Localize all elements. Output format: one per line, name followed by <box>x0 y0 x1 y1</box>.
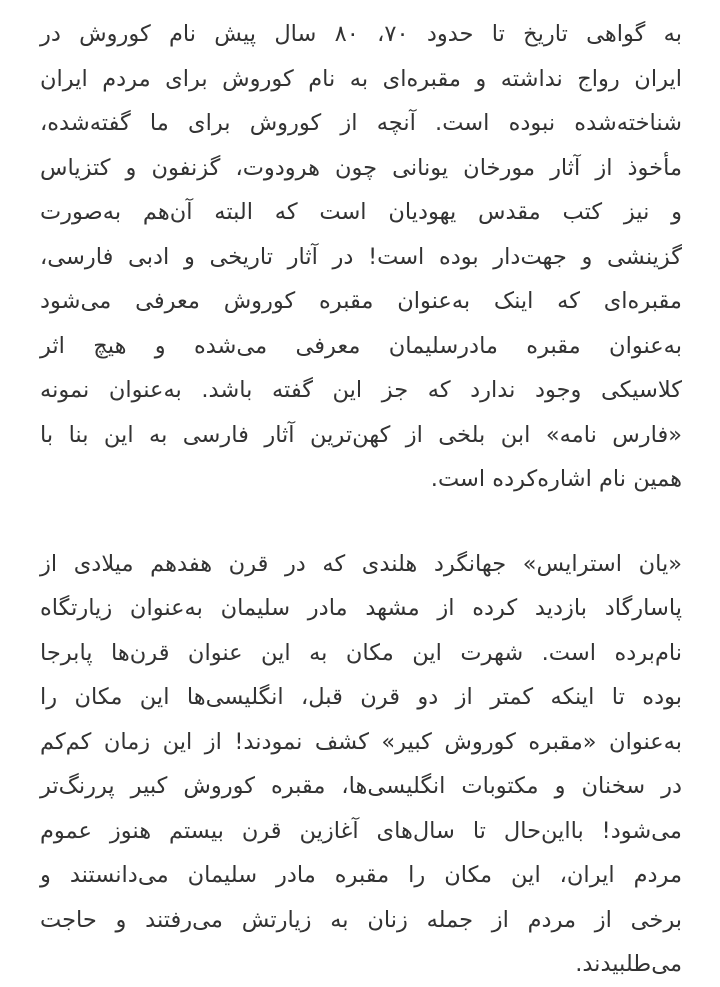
paragraph-line: کلاسیکی وجود ندارد که جز این گفته باشد. به‌عنوان نمونه <box>40 377 682 403</box>
paragraph-line: پاسارگاد بازدید کرده از مشهد مادر سلیمان به‌عنوان زیارتگاه <box>40 595 682 621</box>
paragraph-line: نام‌برده است. شهرت این مکان به این عنوان قرن‌ها پابرجا <box>40 639 682 666</box>
paragraph-line: مقبره‌ای که اینک به‌عنوان مقبره کوروش معرفی می‌شود <box>40 288 682 314</box>
paragraph-line: و نیز کتب مقدس یهودیان است که البته آن‌هم به‌صورت <box>40 199 682 225</box>
paragraph-1 <box>40 12 682 502</box>
paragraph-line: بوده تا اینکه کمتر از دو قرن قبل، انگلیسی‌ها این مکان را <box>40 684 682 710</box>
paragraph-line: شناخته‌شده نبوده است. آنچه از کوروش برای ما گفته‌شده، <box>40 110 682 136</box>
paragraph-line: در سخنان و مکتوبات انگلیسی‌ها، مقبره کوروش کبیر پررنگ‌تر <box>40 773 682 799</box>
paragraph-line: ایران رواج نداشته و مقبره‌ای به نام کوروش برای مردم ایران <box>40 65 682 92</box>
paragraph-line: می‌شود! بااین‌حال تا سال‌های آغازین قرن بیستم هنوز عموم <box>40 817 682 844</box>
paragraph-line: می‌طلبیدند. <box>575 951 682 977</box>
paragraph-line: «یان استرایس» جهانگرد هلندی که در قرن هفدهم میلادی از <box>40 550 682 577</box>
paragraph-line: همین نام اشاره‌کرده است. <box>430 466 682 492</box>
paragraph-line: «فارس نامه» ابن بلخی از کهن‌ترین آثار فارسی به این بنا با <box>40 421 682 448</box>
paragraph-line: برخی از مردم از جمله زنان به زیارتش می‌رفتند و حاجت <box>40 906 682 933</box>
paragraph-2 <box>40 542 682 987</box>
paragraph-line: گزینشی و جهت‌دار بوده است! در آثار تاریخی و ادبی فارسی، <box>40 243 682 270</box>
paragraph-line: مأخوذ از آثار مورخان یونانی چون هرودوت، گزنفون و کتزیاس <box>40 154 682 181</box>
paragraph-line: به گواهی تاریخ تا حدود ۷۰، ۸۰ سال پیش نام کوروش در <box>40 21 682 47</box>
paragraph-line: به‌عنوان مقبره مادرسلیمان معرفی می‌شده و هیچ اثر <box>40 332 682 359</box>
paragraph-line: مردم ایران، این مکان را مقبره مادر سلیمان می‌دانستند و <box>40 862 682 888</box>
paragraph-spacer <box>40 502 682 542</box>
paragraph-line: به‌عنوان «مقبره کوروش کبیر» کشف نمودند! از این زمان کم‌کم <box>40 728 682 755</box>
